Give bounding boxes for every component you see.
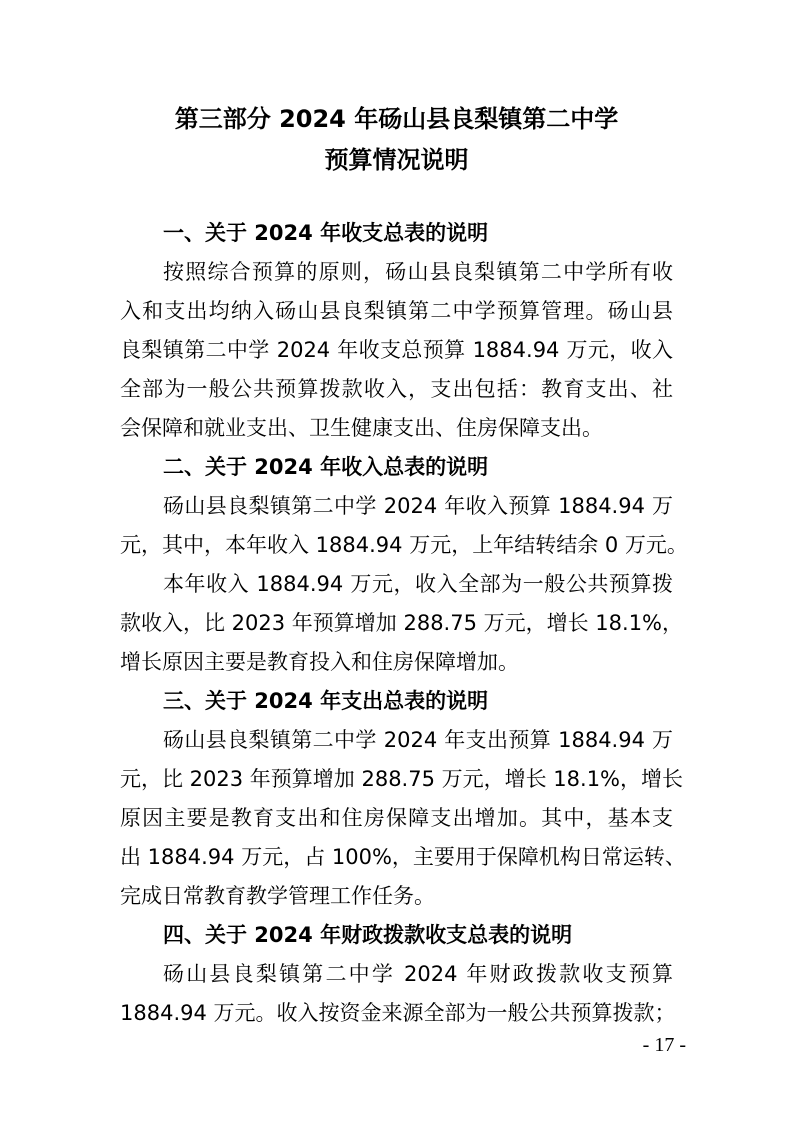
paragraph-line: 会保障和就业支出、卫生健康支出、住房保障支出。 [120, 416, 603, 440]
paragraph-line: 本年收入 1884.94 万元，收入全部为一般公共预算拨 [163, 572, 673, 596]
paragraph-line: 砀山县良梨镇第二中学 2024 年财政拨款收支预算 [163, 962, 673, 986]
page-title-line-2: 预算情况说明 [324, 146, 469, 174]
section-4-heading: 四、关于 2024 年财政拨款收支总表的说明 [163, 923, 573, 947]
paragraph-line: 砀山县良梨镇第二中学 2024 年收入预算 1884.94 万 [163, 494, 673, 518]
paragraph-line: 按照综合预算的原则，砀山县良梨镇第二中学所有收 [163, 260, 673, 284]
paragraph-line: 原因主要是教育支出和住房保障支出增加。其中，基本支 [120, 806, 673, 830]
paragraph-line: 款收入，比 2023 年预算增加 288.75 万元，增长 18.1%， [120, 611, 684, 635]
section-1-heading: 一、关于 2024 年收支总表的说明 [163, 221, 489, 245]
paragraph-line: 全部为一般公共预算拨款收入，支出包括：教育支出、社 [120, 377, 673, 401]
paragraph-line: 元，其中，本年收入 1884.94 万元，上年结转结余 0 万元。 [120, 533, 688, 557]
section-2-heading: 二、关于 2024 年收入总表的说明 [163, 455, 489, 479]
paragraph-line: 出 1884.94 万元，占 100%，主要用于保障机构日常运转、 [120, 845, 686, 869]
page-number: - 17 - [642, 1034, 686, 1056]
paragraph-line: 1884.94 万元。收入按资金来源全部为一般公共预算拨款； [120, 1001, 676, 1025]
paragraph-line: 完成日常教育教学管理工作任务。 [120, 884, 435, 908]
paragraph-line: 入和支出均纳入砀山县良梨镇第二中学预算管理。砀山县 [120, 299, 673, 323]
section-3-heading: 三、关于 2024 年支出总表的说明 [163, 689, 489, 713]
paragraph-line: 砀山县良梨镇第二中学 2024 年支出预算 1884.94 万 [163, 728, 673, 752]
paragraph-line: 良梨镇第二中学 2024 年收支总预算 1884.94 万元，收入 [120, 338, 673, 362]
paragraph-line: 元，比 2023 年预算增加 288.75 万元，增长 18.1%，增长 [120, 767, 684, 791]
page-title-line-1: 第三部分 2024 年砀山县良梨镇第二中学 [174, 105, 619, 133]
paragraph-line: 增长原因主要是教育投入和住房保障增加。 [120, 650, 519, 674]
